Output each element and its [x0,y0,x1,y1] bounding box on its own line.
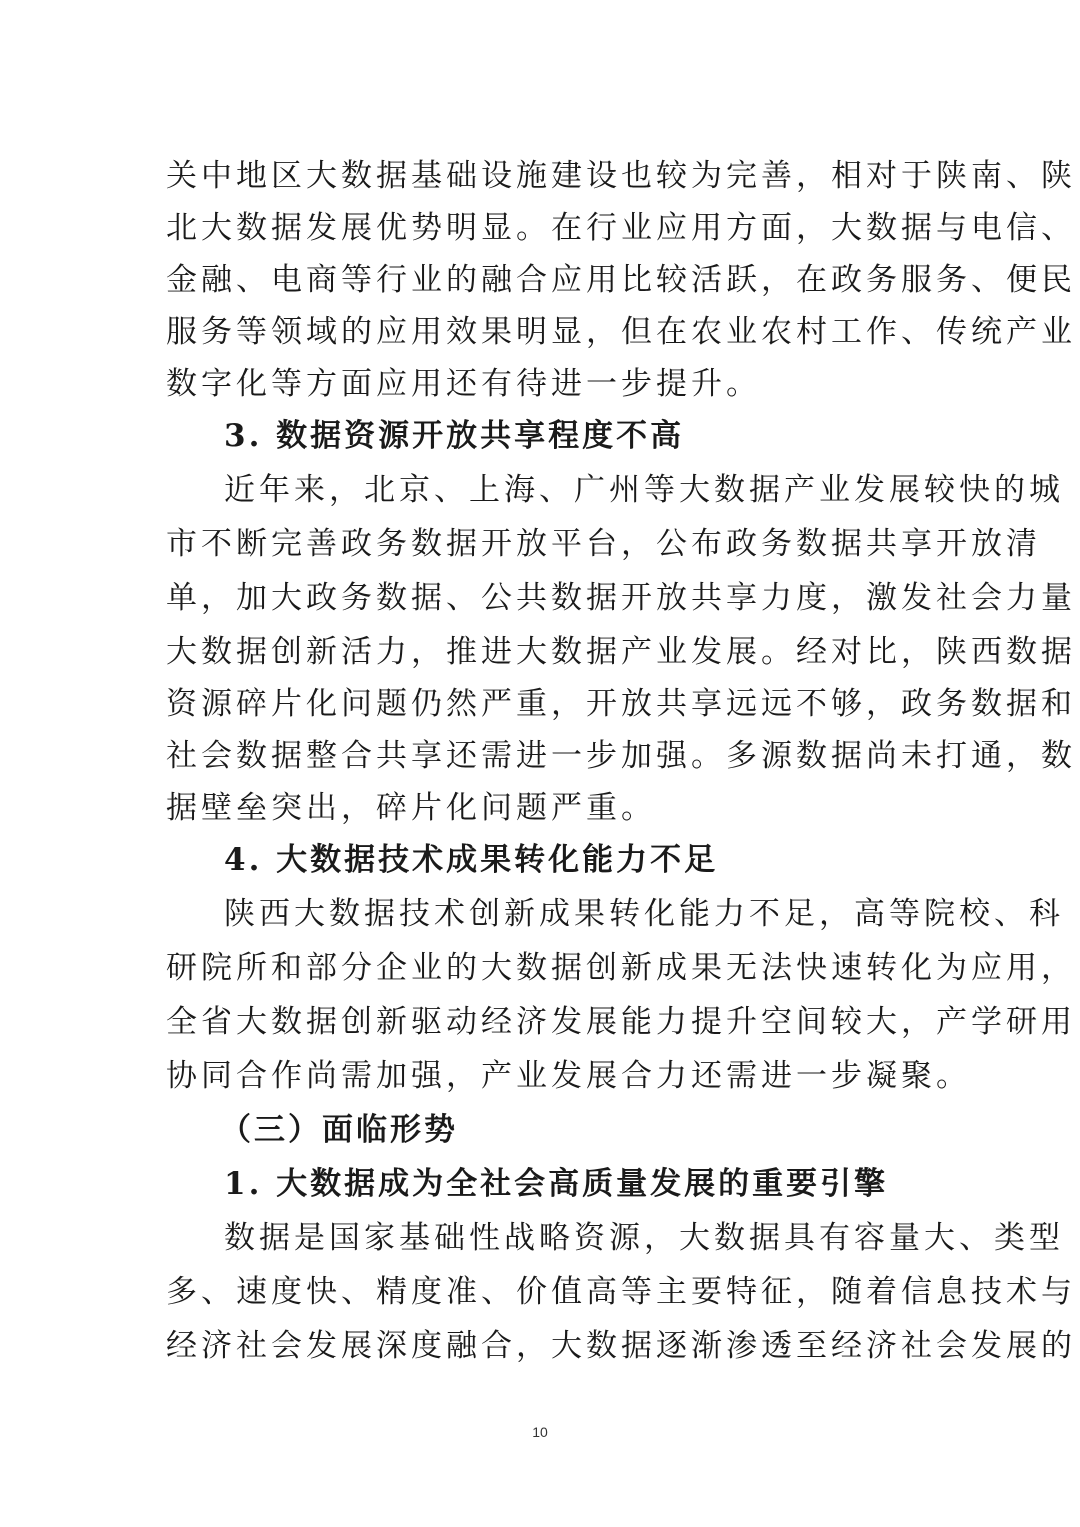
body-text-line: 单，加大政务数据、公共数据开放共享力度，激发社会力量 [166,580,1076,616]
page-number: 10 [532,1424,548,1440]
body-text-line: 北大数据发展优势明显。在行业应用方面，大数据与电信、 [166,210,1076,246]
body-text-line: 经济社会发展深度融合，大数据逐渐渗透至经济社会发展的 [166,1328,1076,1364]
subsection-heading: 4. 大数据技术成果转化能力不足 [224,842,719,878]
paragraph-first-line: 数据是国家基础性战略资源，大数据具有容量大、类型 [224,1220,1064,1256]
body-text-line: 关中地区大数据基础设施建设也较为完善，相对于陕南、陕 [166,158,1076,194]
body-text-line: 大数据创新活力，推进大数据产业发展。经对比，陕西数据 [166,634,1076,670]
body-text-line: 数字化等方面应用还有待进一步提升。 [166,366,761,402]
body-text-line: 金融、电商等行业的融合应用比较活跃，在政务服务、便民 [166,262,1076,298]
body-text-line: 据壁垒突出，碎片化问题严重。 [166,790,656,826]
body-text-line: 协同合作尚需加强，产业发展合力还需进一步凝聚。 [166,1058,971,1094]
body-text-line: 社会数据整合共享还需进一步加强。多源数据尚未打通，数 [166,738,1076,774]
paragraph-first-line: 陕西大数据技术创新成果转化能力不足，高等院校、科 [224,896,1064,932]
subsection-heading: 1. 大数据成为全社会高质量发展的重要引擎 [224,1166,889,1202]
body-text-line: 多、速度快、精度准、价值高等主要特征，随着信息技术与 [166,1274,1076,1310]
body-text-line: 全省大数据创新驱动经济发展能力提升空间较大，产学研用 [166,1004,1076,1040]
body-text-line: 服务等领域的应用效果明显，但在农业农村工作、传统产业 [166,314,1076,350]
subsection-heading: 3. 数据资源开放共享程度不高 [224,418,685,454]
body-text-line: 市不断完善政务数据开放平台，公布政务数据共享开放清 [166,526,1041,562]
body-text-line: 资源碎片化问题仍然严重，开放共享远远不够，政务数据和 [166,686,1076,722]
paragraph-first-line: 近年来，北京、上海、广州等大数据产业发展较快的城 [224,472,1064,508]
section-heading: （三）面临形势 [220,1112,458,1148]
body-text-line: 研院所和部分企业的大数据创新成果无法快速转化为应用， [166,950,1076,986]
